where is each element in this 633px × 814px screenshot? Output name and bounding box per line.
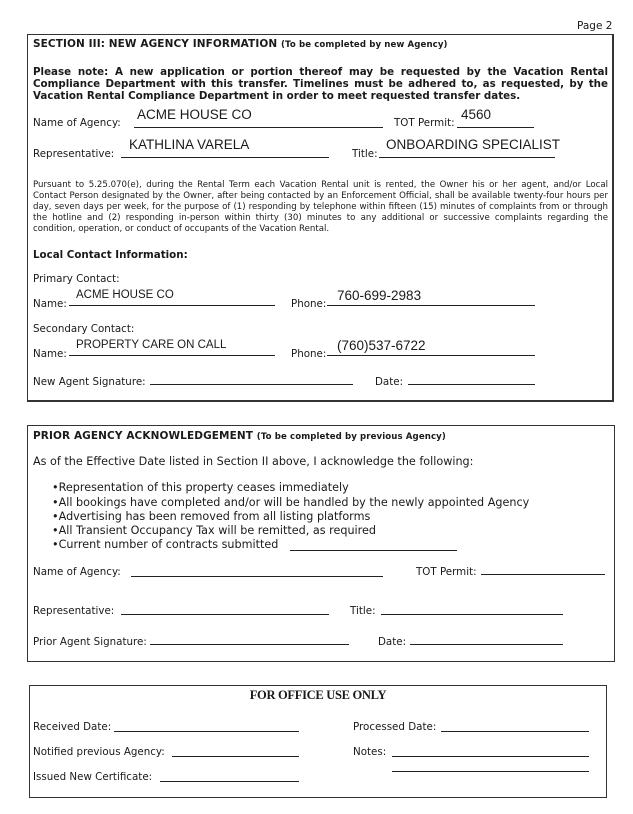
new-agent-date-line[interactable]: [408, 384, 535, 385]
prior-bullet: •All Transient Occupancy Tax will be remitted, as required: [52, 524, 377, 537]
new-agent-signature-label: New Agent Signature:: [33, 376, 146, 388]
secondary-name-line: [69, 355, 275, 356]
new-tot-permit-line: [457, 127, 534, 128]
notified-agency-line[interactable]: [172, 756, 299, 757]
primary-phone-line: [327, 305, 535, 306]
prior-agent-signature-label: Prior Agent Signature:: [33, 636, 147, 648]
received-date-line[interactable]: [114, 731, 299, 732]
prior-bullet-text: All bookings have completed and/or will be handled by the newly appointed Agency: [58, 496, 530, 509]
received-date-label: Received Date:: [33, 721, 112, 733]
new-representative-label: Representative:: [33, 148, 115, 160]
prior-bullet: •Representation of this property ceases immediately: [52, 481, 349, 494]
section-3-subtitle: (To be completed by new Agency): [281, 40, 448, 50]
prior-agent-date-line[interactable]: [410, 644, 563, 645]
new-representative-field[interactable]: KATHLINA VARELA: [129, 137, 250, 152]
prior-agency-subtitle: (To be completed by previous Agency): [256, 432, 446, 442]
prior-agent-signature-line[interactable]: [150, 644, 349, 645]
prior-agency-title: [33, 430, 446, 442]
primary-name-line: [69, 305, 275, 306]
prior-agent-date-label: Date:: [378, 636, 407, 648]
processed-date-label: Processed Date:: [353, 721, 437, 733]
prior-bullet-text: Current number of contracts submitted: [58, 538, 279, 551]
secondary-phone-field[interactable]: (760)537-6722: [337, 338, 426, 353]
secondary-contact-label: Secondary Contact:: [33, 323, 135, 335]
new-agency-name-label: Name of Agency:: [33, 117, 121, 129]
secondary-phone-label: Phone:: [291, 348, 327, 360]
prior-agency-name-label: Name of Agency:: [33, 566, 121, 578]
prior-agency-name-line[interactable]: [131, 576, 383, 577]
prior-intro: As of the Effective Date listed in Section II above, I acknowledge the following:: [33, 455, 474, 468]
primary-contact-label: Primary Contact:: [33, 273, 120, 285]
primary-phone-field[interactable]: 760-699-2983: [337, 288, 422, 303]
new-agency-name-field[interactable]: ACME HOUSE CO: [137, 107, 252, 122]
prior-agency-title-text: PRIOR AGENCY ACKNOWLEDGEMENT: [33, 430, 254, 442]
new-representative-line: [121, 157, 329, 158]
notes-line-1[interactable]: [392, 756, 589, 757]
contracts-count-line[interactable]: [290, 550, 457, 551]
new-agent-signature-line[interactable]: [150, 384, 353, 385]
notes-label: Notes:: [353, 746, 387, 758]
prior-title-label: Title:: [350, 605, 376, 617]
prior-tot-permit-line[interactable]: [481, 574, 605, 575]
pursuant-paragraph: Pursuant to 5.25.070(e), during the Rental Term each Vacation Rental unit is rented, the Owner his or her agent, and/or Local Contact Person designated by the Owner, after being contacted by an Enforcement Official, shall be available twenty-four hours per day, seven days per week, for the purpose of (1) responding by telephone within fifteen (15) minutes of complaints from or through the hotline and (2) responding in-person within thirty (30) minutes to any additional or successive complaints regarding the condition, operation, or conduct of occupants of the Vacation Rental.: [33, 180, 608, 234]
prior-bullet: •Current number of contracts submitted: [52, 538, 279, 551]
issued-certificate-line[interactable]: [160, 781, 299, 782]
notified-agency-label: Notified previous Agency:: [33, 746, 165, 758]
new-title-label: Title:: [352, 148, 378, 160]
secondary-phone-line: [327, 355, 535, 356]
new-title-field[interactable]: ONBOARDING SPECIALIST: [386, 137, 561, 152]
office-use-title: FOR OFFICE USE ONLY: [249, 688, 387, 702]
prior-bullet: •All bookings have completed and/or will be handled by the newly appointed Agency: [52, 496, 530, 509]
prior-bullet-text: Representation of this property ceases immediately: [58, 481, 349, 494]
prior-title-line[interactable]: [381, 614, 563, 615]
primary-name-label: Name:: [33, 298, 67, 310]
primary-phone-label: Phone:: [291, 298, 327, 310]
prior-bullet-text: All Transient Occupancy Tax will be remitted, as required: [58, 524, 377, 537]
new-tot-permit-label: TOT Permit:: [394, 117, 455, 129]
primary-name-field[interactable]: ACME HOUSE CO: [76, 289, 174, 301]
page-number: Page 2: [577, 20, 613, 32]
prior-bullet-text: Advertising has been removed from all listing platforms: [58, 510, 371, 523]
secondary-name-label: Name:: [33, 348, 67, 360]
processed-date-line[interactable]: [441, 731, 589, 732]
issued-certificate-label: Issued New Certificate:: [33, 771, 153, 783]
prior-representative-line[interactable]: [121, 614, 329, 615]
new-agent-date-label: Date:: [375, 376, 404, 388]
prior-bullet: •Advertising has been removed from all listing platforms: [52, 510, 371, 523]
section-3-title: [33, 38, 448, 50]
secondary-name-field[interactable]: PROPERTY CARE ON CALL: [76, 339, 227, 351]
new-tot-permit-field[interactable]: 4560: [461, 107, 492, 122]
prior-representative-label: Representative:: [33, 605, 115, 617]
local-contact-heading: Local Contact Information:: [33, 249, 188, 261]
notes-line-2[interactable]: [392, 771, 589, 772]
new-title-line: [379, 157, 555, 158]
prior-tot-permit-label: TOT Permit:: [416, 566, 477, 578]
section-3-title-text: SECTION III: NEW AGENCY INFORMATION: [33, 38, 278, 50]
new-agency-name-line: [134, 127, 383, 128]
section-3-note: Please note: A new application or portion thereof may be requested by the Vacation Rental Compliance Department with this transfer. Timelines must be adhered to, as requested, by the Vacation Rental Compliance Department in order to meet requested transfer dates.: [33, 66, 608, 102]
